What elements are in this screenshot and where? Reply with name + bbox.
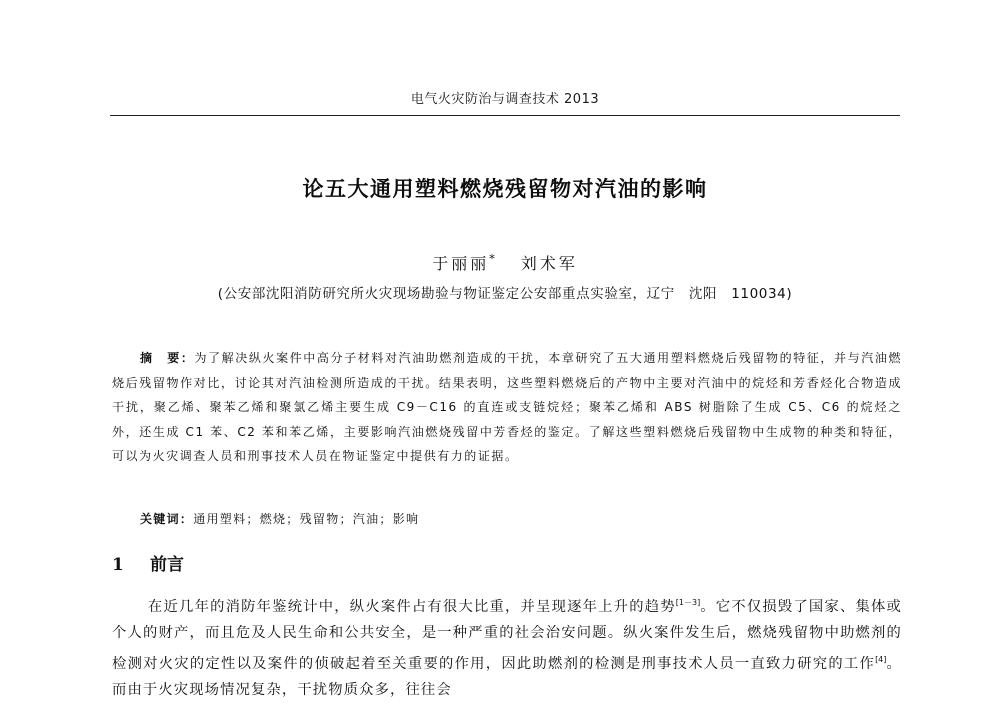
section-heading bbox=[112, 550, 184, 575]
body-text-part: 在近几年的消防年鉴统计中，纵火案件占有很大比重，并呈现逐年上升的趋势 bbox=[148, 598, 676, 615]
citation-ref: [1－3] bbox=[675, 598, 701, 607]
author-name: 于丽丽 bbox=[432, 254, 490, 273]
section-number: 1 bbox=[112, 555, 124, 575]
citation-ref: [4] bbox=[875, 654, 887, 664]
body-text-part: 。它不仅损毁了国家、集体或个人的财产，而且危及人民生命和公共安全，是一种严重的社会治安问题。纵火案件发生后，燃烧残留物中助燃剂的检测对火灾的定性以及案件的侦破起着至关重要的作用，因此助燃剂的检测是刑事技术人员一直致力研究的工作 bbox=[112, 598, 902, 672]
authors bbox=[110, 251, 900, 274]
keywords-text: 通用塑料；燃烧；残留物；汽油；影响 bbox=[193, 512, 420, 526]
abstract-text: 为了解决纵火案件中高分子材料对汽油助燃剂造成的干扰，本章研究了五大通用塑料燃烧后残留物的特征，并与汽油燃烧后残留物作对比，讨论其对汽油检测所造成的干扰。结果表明，这些塑料燃烧后的产物中主要对汽油中的烷烃和芳香烃化合物造成干扰，聚乙烯、聚苯乙烯和聚氯乙烯主要生成 C9－C16 的直连或支链烷烃；聚苯乙烯和 ABS 树脂除了生成 C5、C6 的烷烃之外，还生成 C1 苯、C2 苯和苯乙烯，主要影响汽油燃烧残留中芳香烃的鉴定。了解这些塑料燃烧后残留物中生成物的种类和特征，可以为火灾调查人员和刑事技术人员在物证鉴定中提供有力的证据。 bbox=[112, 351, 902, 463]
author-name: 刘术军 bbox=[520, 254, 578, 273]
corresponding-author-mark: * bbox=[489, 252, 495, 266]
keywords bbox=[140, 510, 419, 527]
paper-title: 论五大通用塑料燃烧残留物对汽油的影响 bbox=[302, 177, 708, 201]
body-paragraph bbox=[112, 590, 902, 704]
header-rule bbox=[110, 115, 900, 116]
body-text-part: 。而由于火灾现场情况复杂，干扰物质众多，往往会 bbox=[112, 655, 902, 699]
abstract-label: 摘 要： bbox=[140, 351, 195, 365]
section-title: 前言 bbox=[150, 555, 184, 575]
abstract bbox=[112, 346, 902, 469]
running-header: 电气火灾防治与调查技术 2013 bbox=[410, 92, 600, 107]
keywords-label: 关键词： bbox=[140, 512, 194, 526]
affiliation: (公安部沈阳消防研究所火灾现场勘验与物证鉴定公安部重点实验室，辽宁 沈阳 110034) bbox=[217, 286, 793, 302]
